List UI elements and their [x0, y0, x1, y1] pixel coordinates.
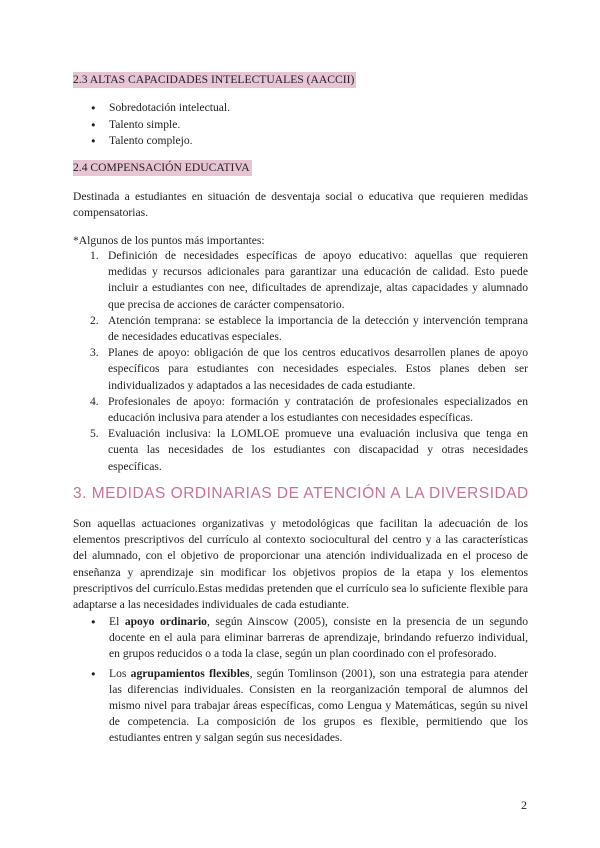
important-points-list	[90, 248, 528, 475]
page-number: 2	[521, 798, 527, 812]
item-text-pre: Los	[109, 666, 131, 680]
list-item	[91, 614, 528, 663]
item-number: 5.	[90, 427, 99, 441]
medidas-intro: Son aquellas actuaciones organizativas y metodológicas que facilitan la adecuación de los elementos prescriptivos del currículo al contexto sociocultural del centro y a las características del alumnado, con el objetivo de proporcionar una atención individualizada en el proceso de enseñanza y aprendizaje sin modificar los objetivos propios de la etapa y los elementos prescriptivos del currículo.Estas medidas pretenden que el currículo sea lo suficiente flexible para adaptarse a las necesidades individuales de cada estudiante.	[73, 517, 528, 612]
list-item	[90, 426, 528, 475]
item-text-post: , según Ainscow (2005), consiste en la presencia de un segundo docente en el aula para eliminar barreras de aprendizaje, brindando refuerzo individual, en grupos reducidos o a toda la clase, según un plan coordinado con el profesorado.	[109, 615, 528, 661]
medidas-list	[91, 614, 528, 750]
list-item	[90, 394, 528, 426]
item-text: Definición de necesidades específicas de apoyo educativo: aquellas que requieren medidas y recursos adicionales para garantizar una educación de calidad. Esto puede incluir a estudiantes con nee, dificultades de aprendizaje, altas capacidades y alumnado que precisa de acciones de carácter compensatorio.	[108, 249, 528, 311]
item-term: agrupamientos flexibles	[130, 666, 250, 680]
item-number: 1.	[90, 249, 99, 262]
item-term: apoyo ordinario	[124, 615, 207, 628]
list-item	[91, 666, 528, 747]
item-text: Atención temprana: se establece la importancia de la detección y intervención temprana de necesidades educativas especiales.	[108, 313, 528, 344]
item-number: 4.	[90, 394, 99, 408]
item-number: 3.	[90, 346, 99, 360]
list-item	[90, 345, 528, 394]
compensacion-intro: Destinada a estudiantes en situación de desventaja social o educativa que requieren medidas compensatorias.	[73, 190, 528, 220]
section-2-4-heading: 2.4 COMPENSACIÓN EDUCATIVA	[73, 161, 250, 174]
list-item: ● Talento simple.	[91, 117, 230, 134]
list-item: ● Sobredotación intelectual.	[91, 100, 230, 117]
list-item	[90, 313, 528, 345]
item-text: Profesionales de apoyo: formación y contratación de profesionales especializados en educación inclusiva para atender a los estudiantes con necesidades específicas.	[108, 394, 528, 425]
item-text: Planes de apoyo: obligación de que los centros educativos desarrollen planes de apoyo específicos para estudiantes con necesidades especiales. Estos planes deben ser individualizados y adaptados a las necesidades de cada estudiante.	[108, 346, 528, 392]
item-number: 2.	[90, 313, 99, 327]
list-item	[90, 248, 528, 313]
item-text: Evaluación inclusiva: la LOMLOE promueve una evaluación inclusiva que tenga en cuenta las necesidades de los estudiantes con discapacidad y otras necesidades específicas.	[108, 427, 528, 473]
points-title: *Algunos de los puntos más importantes:	[73, 234, 265, 247]
aaccii-list	[91, 100, 230, 150]
list-item: ● Talento complejo.	[91, 133, 230, 150]
item-text-post: , según Tomlinson (2001), son una estrategia para atender las diferencias individuales. Consisten en la reorganización temporal de alumnos del mismo nivel para trabajar áreas específicas, como Lengua y Matemáticas, según su nivel de competencia. La composición de los grupos es flexible, permitiendo que los estudiantes entren y salgan según sus necesidades.	[109, 666, 528, 745]
section-3-heading: 3. MEDIDAS ORDINARIAS DE ATENCIÓN A LA DIVERSIDAD	[73, 485, 529, 502]
item-text-pre: El	[109, 615, 125, 628]
section-2-3-heading: 2.3 ALTAS CAPACIDADES INTELECTUALES (AACCII)	[73, 73, 355, 86]
